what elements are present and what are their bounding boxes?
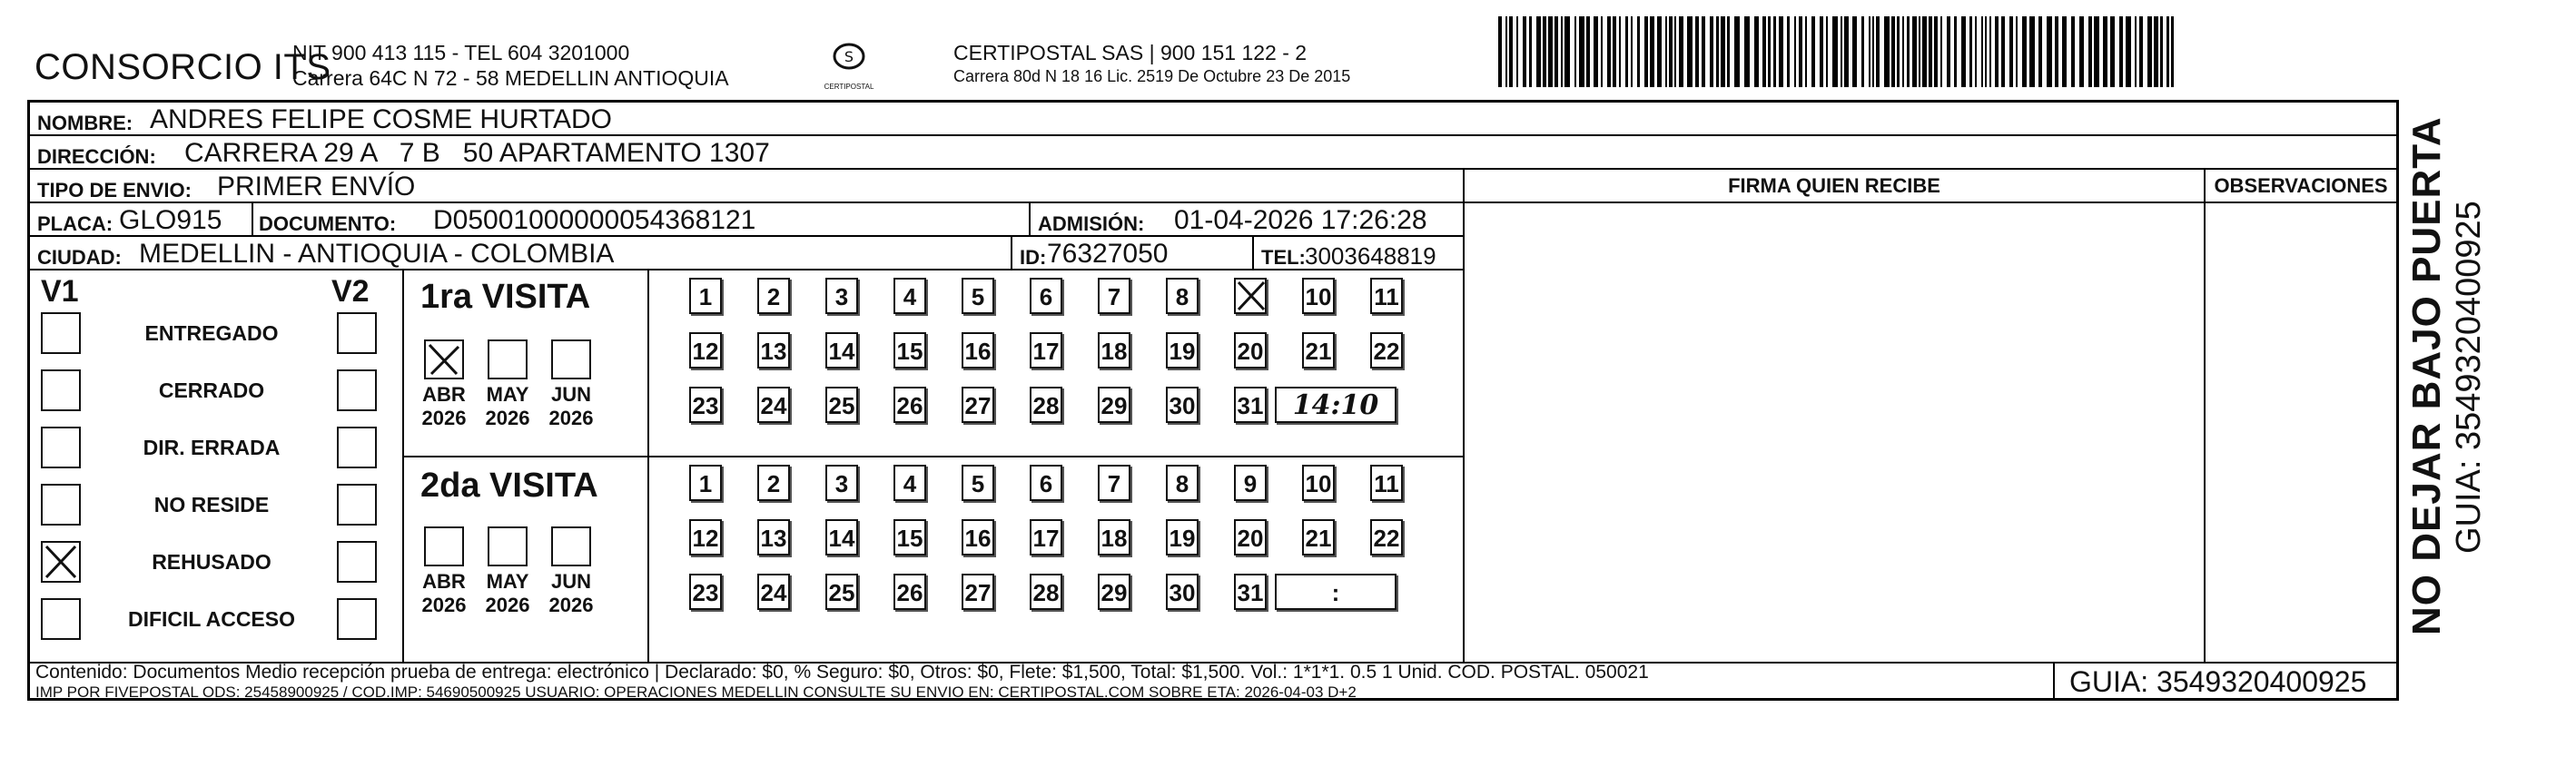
- barcode-bar: [1940, 16, 1942, 87]
- day-box[interactable]: 30: [1166, 387, 1199, 423]
- day-box[interactable]: 27: [962, 574, 994, 610]
- month-label: JUN: [550, 383, 591, 406]
- id-value: 76327050: [1047, 239, 1169, 269]
- barcode-bar: [1536, 16, 1541, 87]
- day-box[interactable]: 15: [893, 332, 926, 369]
- barcode-bar: [1702, 16, 1705, 87]
- day-box[interactable]: 26: [893, 387, 926, 423]
- status-option-label: ENTREGADO: [144, 321, 279, 345]
- footer-line-1: Contenido: Documentos Medio recepción prueba de entrega: electrónico | Declarado: $0, % Seguro: $0, Otros: $0, Flete: $1,500, Total: $1,500. Vol.: 1*1*1. 0.5 1 Unid. COD. POSTAL. 050021: [35, 662, 1649, 683]
- v2-checkbox[interactable]: [337, 541, 377, 583]
- day-box[interactable]: 28: [1030, 574, 1062, 610]
- month-label: ABR: [422, 570, 466, 593]
- day-box[interactable]: 5: [962, 278, 994, 314]
- month-checkbox[interactable]: [551, 526, 591, 566]
- address-line: Carrera 64C N 72 - 58 MEDELLIN ANTIOQUIA: [292, 66, 729, 90]
- v2-checkbox[interactable]: [337, 369, 377, 411]
- observations-area: [2206, 170, 2396, 664]
- barcode-bar: [1934, 16, 1938, 87]
- barcode-bar: [1679, 16, 1683, 87]
- carrier-line: CERTIPOSTAL SAS | 900 151 122 - 2: [953, 41, 1308, 64]
- year-label: 2026: [548, 407, 594, 429]
- day-box[interactable]: 3: [825, 278, 858, 314]
- barcode-bar: [2171, 16, 2174, 87]
- barcode-bar: [1861, 16, 1864, 87]
- tel-label: TEL:: [1261, 246, 1306, 269]
- barcode-bar: [2029, 16, 2035, 87]
- barcode-bar: [1995, 16, 1999, 87]
- barcode-bar: [1716, 16, 1719, 87]
- day-box[interactable]: 6: [1030, 465, 1062, 501]
- barcode-bar: [2016, 16, 2018, 87]
- day-box[interactable]: 26: [893, 574, 926, 610]
- day-box[interactable]: 2: [757, 465, 790, 501]
- barcode-bar: [2062, 16, 2067, 87]
- status-option-label: DIR. ERRADA: [143, 436, 281, 459]
- barcode-bar: [1799, 16, 1802, 87]
- day-box[interactable]: 4: [893, 465, 926, 501]
- day-box[interactable]: 23: [689, 387, 722, 423]
- barcode-bar: [1876, 16, 1880, 87]
- barcode-bar: [1505, 16, 1507, 87]
- barcode-bar: [2154, 16, 2158, 87]
- barcode-bar: [1981, 16, 1983, 87]
- certipostal-logo-icon: [817, 36, 881, 91]
- barcode-bar: [2088, 16, 2092, 87]
- footer-line-2: IMP POR FIVEPOSTAL ODS: 25458900925 / COD.IMP: 54690500925 USUARIO: OPERACIONES MEDELLIN CONSULTE SU ENVIO EN: CERTIPOSTAL.COM SOBRE ETA: 2026-04-03 D+2: [35, 683, 1357, 701]
- tel-value: 3003648819: [1305, 242, 1436, 270]
- status-option-label: DIFICIL ACCESO: [127, 607, 295, 631]
- v1-checkbox[interactable]: [41, 427, 81, 468]
- barcode-bar: [1637, 16, 1640, 87]
- firma-label: FIRMA QUIEN RECIBE: [1465, 170, 2204, 203]
- day-box[interactable]: 24: [757, 574, 790, 610]
- barcode-bar: [1826, 16, 1828, 87]
- day-box[interactable]: 10: [1302, 465, 1335, 501]
- barcode-bar: [1897, 16, 1900, 87]
- month-label: ABR: [422, 383, 466, 406]
- visits-panel: [30, 270, 1465, 664]
- barcode-bar: [1498, 16, 1502, 87]
- barcode-bar: [1721, 16, 1725, 87]
- year-label: 2026: [421, 407, 467, 429]
- day-box[interactable]: 2: [757, 278, 790, 314]
- barcode-bar: [1773, 16, 1776, 87]
- barcode-bar: [1601, 16, 1603, 87]
- barcode-bar: [1594, 16, 1598, 87]
- day-box[interactable]: 29: [1098, 574, 1130, 610]
- barcode-bar: [1754, 16, 1759, 87]
- barcode-bar: [1744, 16, 1750, 87]
- barcode-bar: [1586, 16, 1590, 87]
- row-nombre: [30, 103, 2396, 136]
- barcode-bar: [1574, 16, 1576, 87]
- barcode-bar: [1907, 16, 1910, 87]
- month-checkbox[interactable]: [488, 526, 528, 566]
- documento-value: D05001000000054368121: [433, 205, 756, 235]
- barcode-bar: [1947, 16, 1950, 87]
- barcode-bar: [1523, 16, 1526, 87]
- barcode-bar: [2094, 16, 2099, 87]
- barcode-bar: [1954, 16, 1957, 87]
- month-checkbox[interactable]: [424, 339, 464, 379]
- day-box[interactable]: 31: [1234, 574, 1267, 610]
- barcode-bar: [1687, 16, 1693, 87]
- nit-line: NIT 900 413 115 - TEL 604 3201000: [292, 41, 630, 64]
- carrier-address: Carrera 80d N 18 16 Lic. 2519 De Octubre 23 De 2015: [953, 67, 1351, 85]
- day-box[interactable]: 22: [1370, 332, 1403, 369]
- barcode-bar: [1884, 16, 1890, 87]
- day-box[interactable]: 23: [689, 574, 722, 610]
- day-box[interactable]: 3: [825, 465, 858, 501]
- status-option-label: CERRADO: [158, 378, 265, 402]
- barcode: [1498, 16, 2174, 87]
- barcode-bar: [2166, 16, 2169, 87]
- x-mark-icon: [426, 341, 462, 378]
- day-box[interactable]: 30: [1166, 574, 1199, 610]
- day-box[interactable]: 24: [757, 387, 790, 423]
- day-box[interactable]: 22: [1370, 519, 1403, 555]
- day-box[interactable]: 18: [1098, 519, 1130, 555]
- nombre-value: ANDRES FELIPE COSME HURTADO: [150, 104, 612, 134]
- barcode-bar: [1734, 16, 1740, 87]
- row-tipo: [30, 170, 1465, 203]
- barcode-bar: [2160, 16, 2163, 87]
- barcode-bar: [1695, 16, 1699, 87]
- barcode-bar: [1548, 16, 1553, 87]
- second-visit-title: 2da VISITA: [420, 467, 598, 505]
- barcode-bar: [1969, 16, 1972, 87]
- x-mark-icon: [1236, 280, 1267, 312]
- barcode-bar: [1644, 16, 1648, 87]
- barcode-bar: [2135, 16, 2137, 87]
- month-checkbox[interactable]: [424, 526, 464, 566]
- barcode-bar: [1762, 16, 1766, 87]
- v1-checkbox[interactable]: [41, 541, 81, 583]
- day-box[interactable]: 16: [962, 519, 994, 555]
- placa-label: PLACA:: [37, 212, 114, 235]
- signature-area: [1465, 170, 2206, 664]
- status-option-label: REHUSADO: [152, 550, 271, 574]
- observaciones-label: OBSERVACIONES: [2206, 170, 2396, 203]
- side-warning: NO DEJAR BAJO PUERTA: [2404, 116, 2449, 635]
- day-box[interactable]: [1234, 278, 1267, 314]
- tipo-label: TIPO DE ENVIO:: [37, 179, 192, 202]
- barcode-bar: [1961, 16, 1966, 87]
- barcode-bar: [1852, 16, 1857, 87]
- day-box[interactable]: 19: [1166, 519, 1199, 555]
- time-box[interactable]: :: [1275, 574, 1397, 610]
- ciudad-value: MEDELLIN - ANTIOQUIA - COLOMBIA: [139, 239, 615, 269]
- direccion-value: CARRERA 29 A 7 B 50 APARTAMENTO 1307: [184, 138, 770, 168]
- barcode-bar: [1564, 16, 1570, 87]
- barcode-bar: [2103, 16, 2107, 87]
- x-mark-icon: [43, 543, 79, 581]
- tipo-value: PRIMER ENVÍO: [217, 172, 416, 202]
- barcode-bar: [1516, 16, 1518, 87]
- v1-checkbox[interactable]: [41, 598, 81, 640]
- barcode-bar: [2071, 16, 2075, 87]
- barcode-bar: [1619, 16, 1621, 87]
- barcode-bar: [1727, 16, 1730, 87]
- v2-checkbox[interactable]: [337, 484, 377, 526]
- barcode-bar: [2139, 16, 2143, 87]
- side-guia: GUIA: 3549320400925: [2450, 201, 2488, 554]
- barcode-bar: [2009, 16, 2013, 87]
- day-box[interactable]: 12: [689, 519, 722, 555]
- day-box[interactable]: 25: [825, 387, 858, 423]
- barcode-bar: [1844, 16, 1849, 87]
- day-box[interactable]: 18: [1098, 332, 1130, 369]
- ciudad-label: CIUDAD:: [37, 246, 122, 269]
- barcode-bar: [2147, 16, 2152, 87]
- barcode-bar: [1529, 16, 1532, 87]
- barcode-bar: [1912, 16, 1917, 87]
- barcode-bar: [2055, 16, 2058, 87]
- v1-header: V1: [41, 274, 79, 309]
- day-box[interactable]: 9: [1234, 465, 1267, 501]
- day-box[interactable]: 17: [1030, 519, 1062, 555]
- barcode-bar: [1554, 16, 1558, 87]
- time-box[interactable]: 14:10: [1275, 387, 1397, 423]
- status-option-label: NO RESIDE: [153, 493, 270, 516]
- day-box[interactable]: 27: [962, 387, 994, 423]
- v1-checkbox[interactable]: [41, 369, 81, 411]
- month-label: MAY: [486, 570, 529, 593]
- carrier-info: [953, 40, 1350, 87]
- barcode-bar: [2022, 16, 2027, 87]
- day-box[interactable]: 11: [1370, 465, 1403, 501]
- barcode-bar: [1650, 16, 1654, 87]
- year-label: 2026: [485, 594, 530, 616]
- first-visit-title: 1ra VISITA: [420, 278, 591, 316]
- logo-caption: CERTIPOSTAL: [824, 83, 874, 91]
- day-box[interactable]: 10: [1302, 278, 1335, 314]
- day-box[interactable]: 8: [1166, 465, 1199, 501]
- day-box[interactable]: 7: [1098, 465, 1130, 501]
- barcode-bar: [1669, 16, 1673, 87]
- barcode-bar: [1613, 16, 1616, 87]
- day-box[interactable]: 31: [1234, 387, 1267, 423]
- documento-label: DOCUMENTO:: [259, 212, 397, 235]
- barcode-bar: [1657, 16, 1662, 87]
- day-box[interactable]: 20: [1234, 332, 1267, 369]
- barcode-bar: [1989, 16, 1991, 87]
- barcode-bar: [1805, 16, 1807, 87]
- row-direccion: [30, 136, 2396, 170]
- placa-value: GLO915: [119, 205, 222, 235]
- brand-name: CONSORCIO ITS: [35, 47, 331, 87]
- barcode-bar: [1929, 16, 1932, 87]
- barcode-bar: [2001, 16, 2005, 87]
- v2-checkbox[interactable]: [337, 312, 377, 354]
- day-box[interactable]: 28: [1030, 387, 1062, 423]
- month-label: JUN: [550, 570, 591, 593]
- delivery-form: [27, 100, 2399, 701]
- day-box[interactable]: 16: [962, 332, 994, 369]
- row-placa: [30, 203, 1465, 237]
- day-box[interactable]: 4: [893, 278, 926, 314]
- barcode-bar: [1869, 16, 1870, 87]
- day-box[interactable]: 1: [689, 278, 722, 314]
- barcode-bar: [1919, 16, 1920, 87]
- v2-header: V2: [331, 274, 370, 309]
- barcode-bar: [1710, 16, 1713, 87]
- barcode-bar: [1674, 16, 1676, 87]
- company-info: [292, 40, 729, 91]
- barcode-bar: [1922, 16, 1927, 87]
- admision-value: 01-04-2026 17:26:28: [1174, 205, 1427, 235]
- barcode-bar: [1872, 16, 1874, 87]
- barcode-bar: [1509, 16, 1513, 87]
- barcode-bar: [1811, 16, 1815, 87]
- admision-label: ADMISIÓN:: [1038, 212, 1145, 235]
- day-box[interactable]: 7: [1098, 278, 1130, 314]
- barcode-bar: [2047, 16, 2052, 87]
- day-box[interactable]: 15: [893, 519, 926, 555]
- barcode-bar: [2038, 16, 2042, 87]
- barcode-bar: [1985, 16, 1987, 87]
- barcode-bar: [2126, 16, 2131, 87]
- day-box[interactable]: 13: [757, 519, 790, 555]
- v1-checkbox[interactable]: [41, 484, 81, 526]
- day-box[interactable]: 17: [1030, 332, 1062, 369]
- nombre-label: NOMBRE:: [37, 112, 133, 134]
- barcode-bar: [1579, 16, 1584, 87]
- barcode-bar: [1891, 16, 1895, 87]
- barcode-bar: [1625, 16, 1628, 87]
- barcode-bar: [2079, 16, 2084, 87]
- year-label: 2026: [421, 594, 467, 616]
- month-checkbox[interactable]: [551, 339, 591, 379]
- day-box[interactable]: 29: [1098, 387, 1130, 423]
- day-box[interactable]: 13: [757, 332, 790, 369]
- v2-checkbox[interactable]: [337, 427, 377, 468]
- day-box[interactable]: 5: [962, 465, 994, 501]
- day-box[interactable]: 6: [1030, 278, 1062, 314]
- barcode-bar: [2119, 16, 2123, 87]
- footer-guia: GUIA: 3549320400925: [2069, 665, 2367, 698]
- day-box[interactable]: 25: [825, 574, 858, 610]
- barcode-bar: [1779, 16, 1783, 87]
- day-box[interactable]: 21: [1302, 332, 1335, 369]
- day-box[interactable]: 20: [1234, 519, 1267, 555]
- day-box[interactable]: 8: [1166, 278, 1199, 314]
- direccion-label: DIRECCIÓN:: [37, 145, 156, 168]
- row-ciudad: [30, 237, 1465, 270]
- footer-content: [30, 662, 2053, 701]
- barcode-bar: [1665, 16, 1667, 87]
- year-label: 2026: [485, 407, 530, 429]
- barcode-bar: [1787, 16, 1790, 87]
- day-box[interactable]: 11: [1370, 278, 1403, 314]
- day-box[interactable]: 14: [825, 519, 858, 555]
- barcode-bar: [1543, 16, 1546, 87]
- v2-checkbox[interactable]: [337, 598, 377, 640]
- svg-text:S: S: [844, 48, 854, 65]
- day-box[interactable]: 1: [689, 465, 722, 501]
- footer-guia-box: [2053, 664, 2396, 698]
- v1-checkbox[interactable]: [41, 312, 81, 354]
- barcode-bar: [1820, 16, 1823, 87]
- barcode-bar: [1794, 16, 1796, 87]
- barcode-bar: [1561, 16, 1563, 87]
- barcode-bar: [1631, 16, 1633, 87]
- barcode-bar: [1975, 16, 1977, 87]
- barcode-bar: [1841, 16, 1842, 87]
- month-checkbox[interactable]: [488, 339, 528, 379]
- day-box[interactable]: 14: [825, 332, 858, 369]
- month-label: MAY: [486, 383, 529, 406]
- barcode-bar: [1768, 16, 1771, 87]
- id-label: ID:: [1020, 246, 1047, 269]
- barcode-bar: [1832, 16, 1838, 87]
- day-box[interactable]: 19: [1166, 332, 1199, 369]
- barcode-bar: [1607, 16, 1611, 87]
- day-box[interactable]: 21: [1302, 519, 1335, 555]
- barcode-bar: [2110, 16, 2115, 87]
- barcode-bar: [1902, 16, 1904, 87]
- day-box[interactable]: 12: [689, 332, 722, 369]
- year-label: 2026: [548, 594, 594, 616]
